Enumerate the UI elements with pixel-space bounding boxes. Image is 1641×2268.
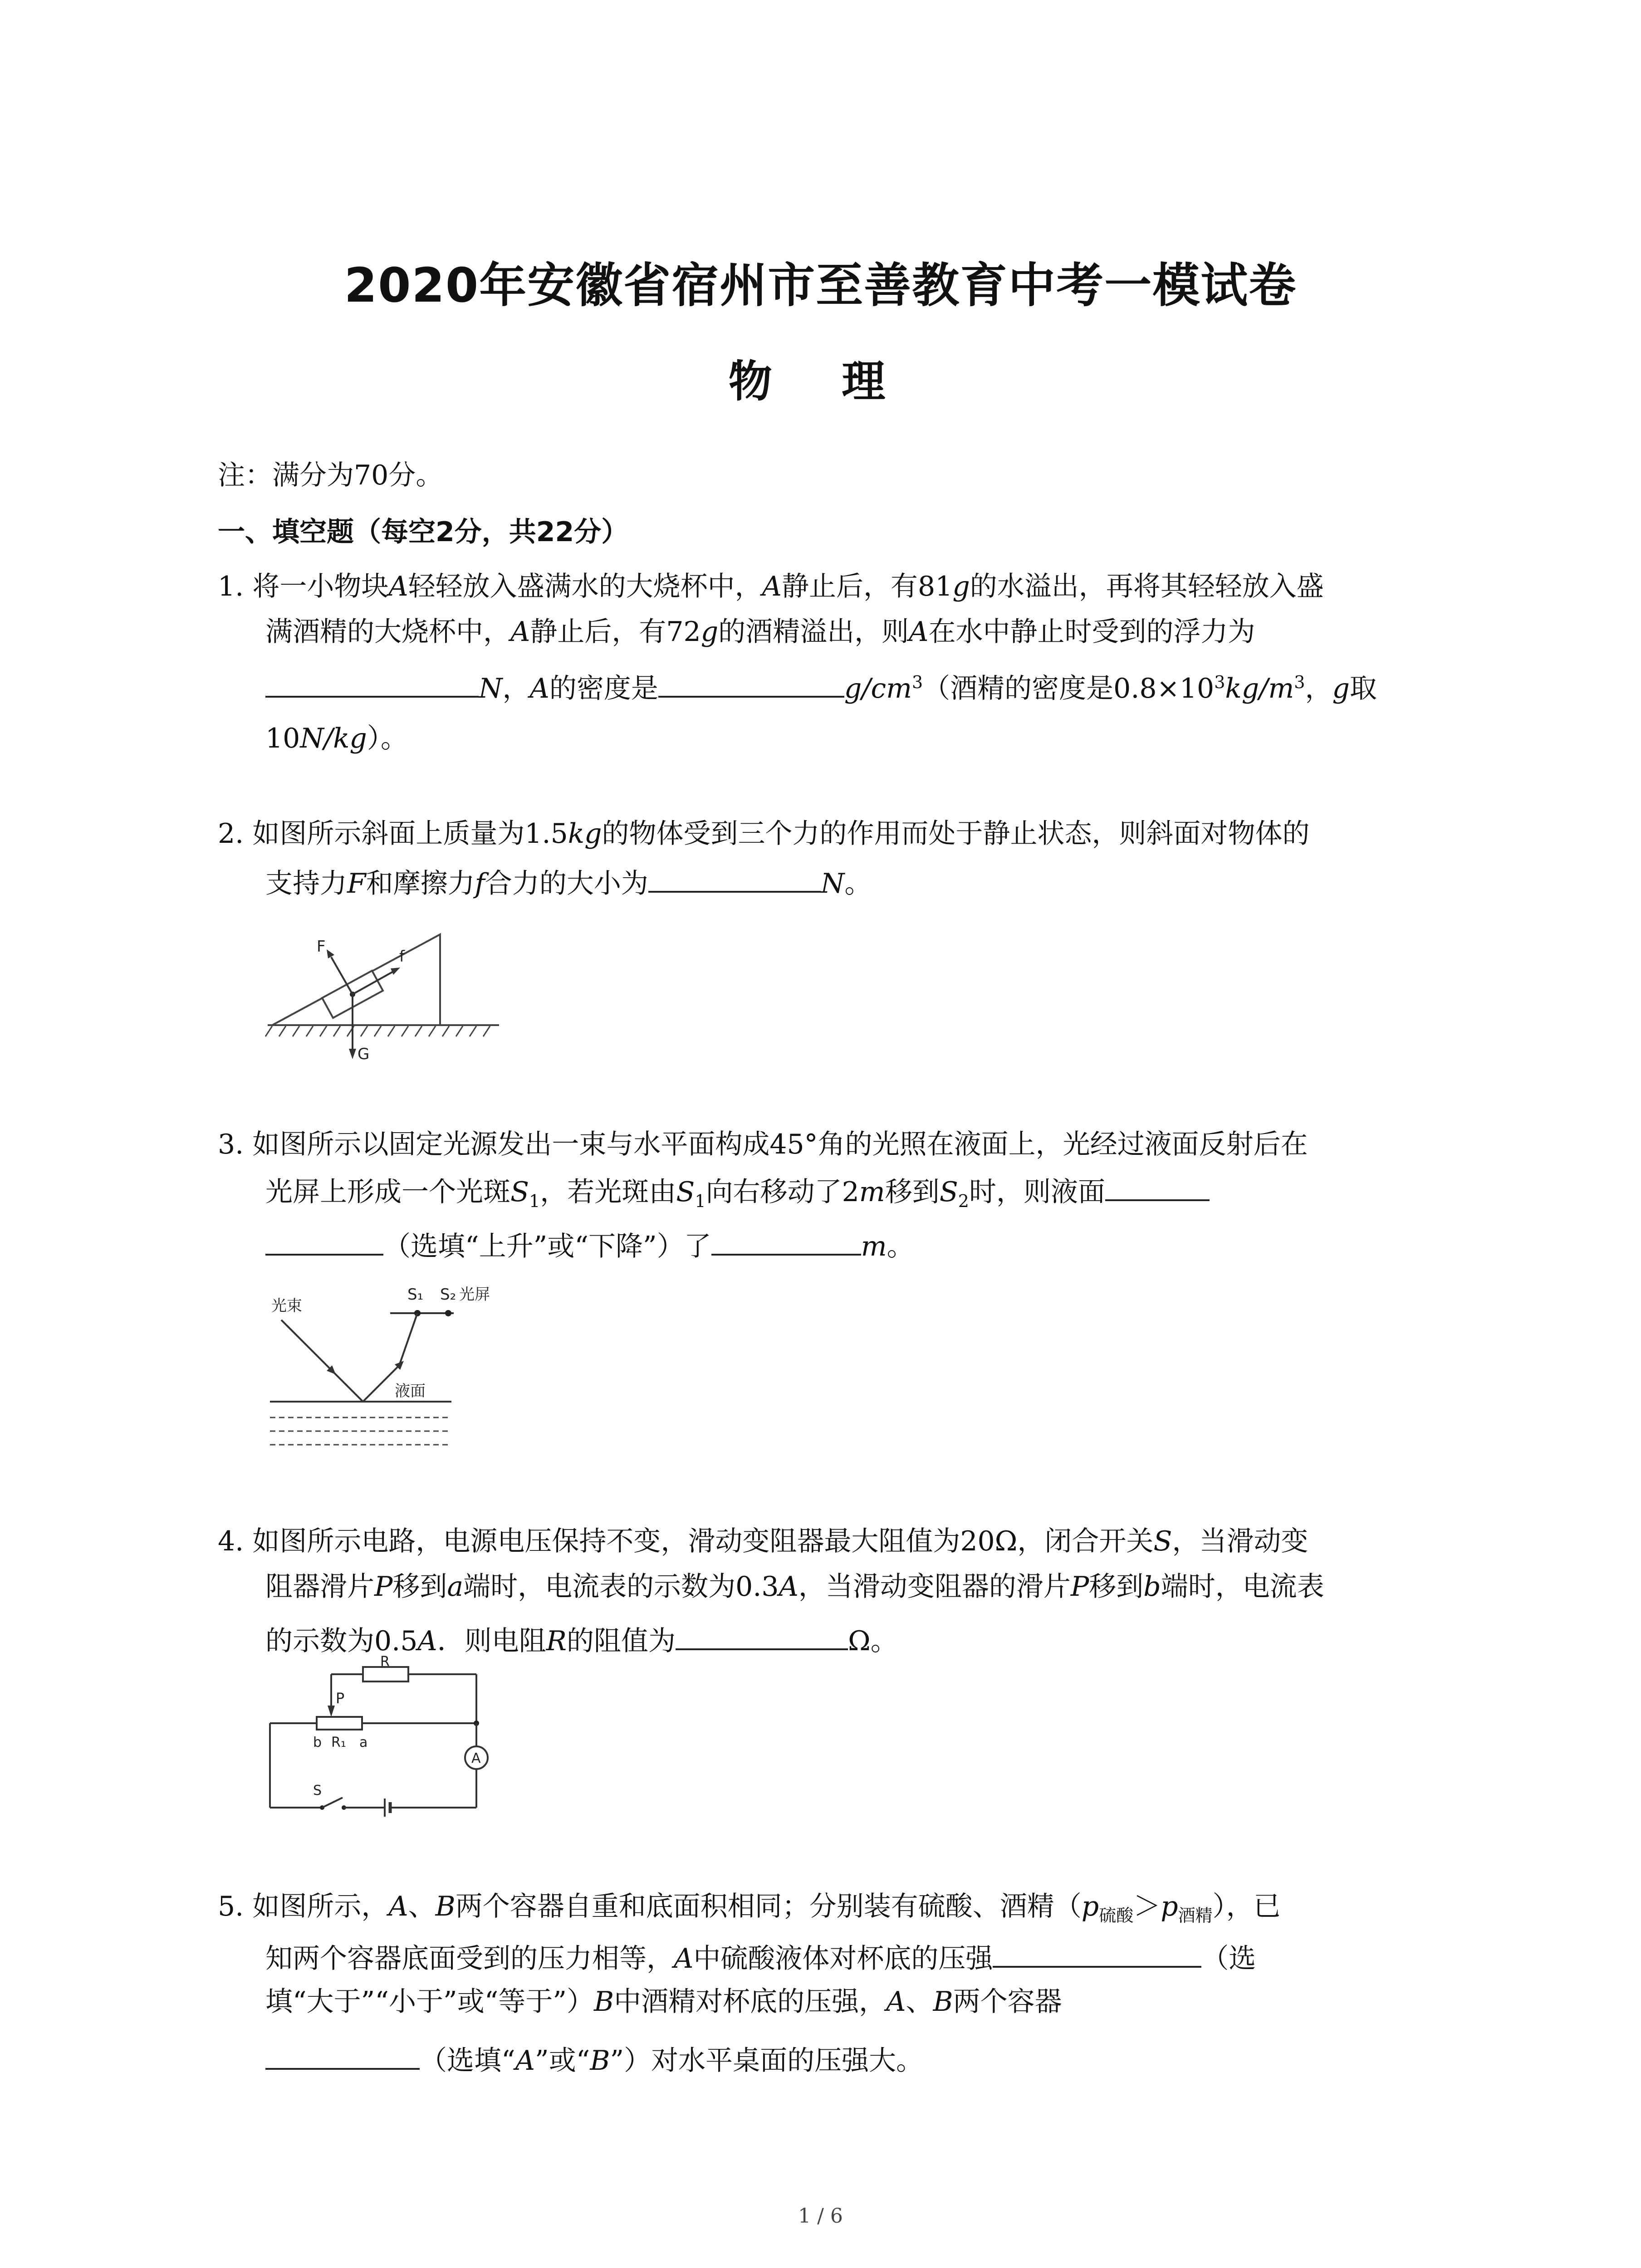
page-number: 1 / 6 <box>798 2204 843 2228</box>
q4-line-1: 4. 如图所示电路，电源电压保持不变，滑动变阻器最大阻值为20Ω，闭合开关S，当滑动变 <box>218 1525 1308 1557</box>
q3-line-3: （选填“上升”或“下降”）了 m。 <box>265 1225 914 1264</box>
subject-title: 物 理 <box>728 356 913 407</box>
a-label: a <box>359 1735 368 1750</box>
q4-blank[interactable] <box>676 1626 848 1650</box>
q5-line-1: 5. 如图所示，A、B两个容器自重和底面积相同；分别装有硫酸、酒精$(p_{硫酸}>p_{酒精})$，已 <box>218 1891 1281 1926</box>
s2-label: S₂ <box>440 1286 456 1304</box>
q1-line-1: 1. 将一小物块A轻轻放入盛满水的大烧杯中，A静止后，有81g的水溢出，再将其轻轻放入盛 <box>218 571 1324 602</box>
q1-line-2: 满酒精的大烧杯中，A静止后，有72g的酒精溢出，则A在水中静止时受到的浮力为 <box>265 616 1255 648</box>
force-f-label: f <box>399 948 405 966</box>
q5-line-4: （选填“A”或“B”）对水平桌面的压强大。 <box>265 2039 923 2078</box>
section-heading: 一、填空题（每空2分，共22分） <box>218 516 629 548</box>
q5-line-2: 知两个容器底面受到的压力相等，A中硫酸液体对杯底的压强 （选 <box>265 1943 1256 1975</box>
q3-blank-1a[interactable] <box>1105 1177 1210 1201</box>
circuit-figure <box>263 1654 499 1830</box>
q2-line-1: 2. 如图所示斜面上质量为1.5kg的物体受到三个力的作用而处于静止状态，则斜面对物体的 <box>218 818 1310 850</box>
q3-line-1: 3. 如图所示以固定光源发出一束与水平面构成45°角的光照在液面上，光经过液面反射后在 <box>218 1129 1308 1160</box>
S-label: S <box>313 1783 322 1799</box>
R1-label: R₁ <box>331 1735 346 1750</box>
force-F-label: F <box>317 938 326 956</box>
q3-blank-1b[interactable] <box>265 1231 383 1256</box>
q1-line-4: 10N/kg）。 <box>265 723 408 754</box>
q3-line-2: 光屏上形成一个光斑$S_1$，若光斑由$S_1$向右移动了2m移到$S_2$时，则液面 <box>265 1170 1210 1211</box>
ammeter-label: A <box>471 1750 481 1766</box>
q2-blank[interactable] <box>648 868 821 893</box>
score-note: 注：满分为70分。 <box>218 459 443 491</box>
q5-line-3: 填“大于”“小于”或“等于”）B中酒精对杯底的压强，A、B两个容器 <box>265 1986 1062 2018</box>
surface-label: 液面 <box>395 1382 426 1400</box>
incline-figure <box>263 903 508 1070</box>
screen-label: 光屏 <box>459 1286 490 1304</box>
reflection-figure <box>263 1275 517 1470</box>
P-label: P <box>336 1690 345 1707</box>
b-label: b <box>313 1735 322 1750</box>
q3-blank-2[interactable] <box>711 1231 861 1256</box>
switch-S <box>322 1798 343 1808</box>
q1-blank-2[interactable] <box>658 673 844 698</box>
force-G-label: G <box>358 1045 370 1063</box>
q1-line-3: N，A的密度是 $g/cm^3$（酒精的密度是$0.8\times 10^3kg/m^3$，g取 <box>265 667 1377 706</box>
R-label: R <box>380 1654 390 1670</box>
rheostat-R1 <box>317 1717 362 1730</box>
beam-label: 光束 <box>271 1297 302 1315</box>
q4-line-2: 阻器滑片P移到a端时，电流表的示数为0.3A，当滑动变阻器的滑片P移到b端时，电流表 <box>265 1571 1324 1603</box>
exam-title: 2020年安徽省宿州市至善教育中考一模试卷 <box>344 258 1297 313</box>
q5-blank-1[interactable] <box>993 1943 1201 1968</box>
q4-line-3: 的示数为0.5A．则电阻R的阻值为 Ω。 <box>265 1625 898 1657</box>
q1-blank-1[interactable] <box>265 673 479 698</box>
s1-label: S₁ <box>407 1286 424 1304</box>
q2-line-2: 支持力F和摩擦力f合力的大小为 N。 <box>265 868 872 899</box>
q5-blank-2[interactable] <box>265 2045 420 2070</box>
